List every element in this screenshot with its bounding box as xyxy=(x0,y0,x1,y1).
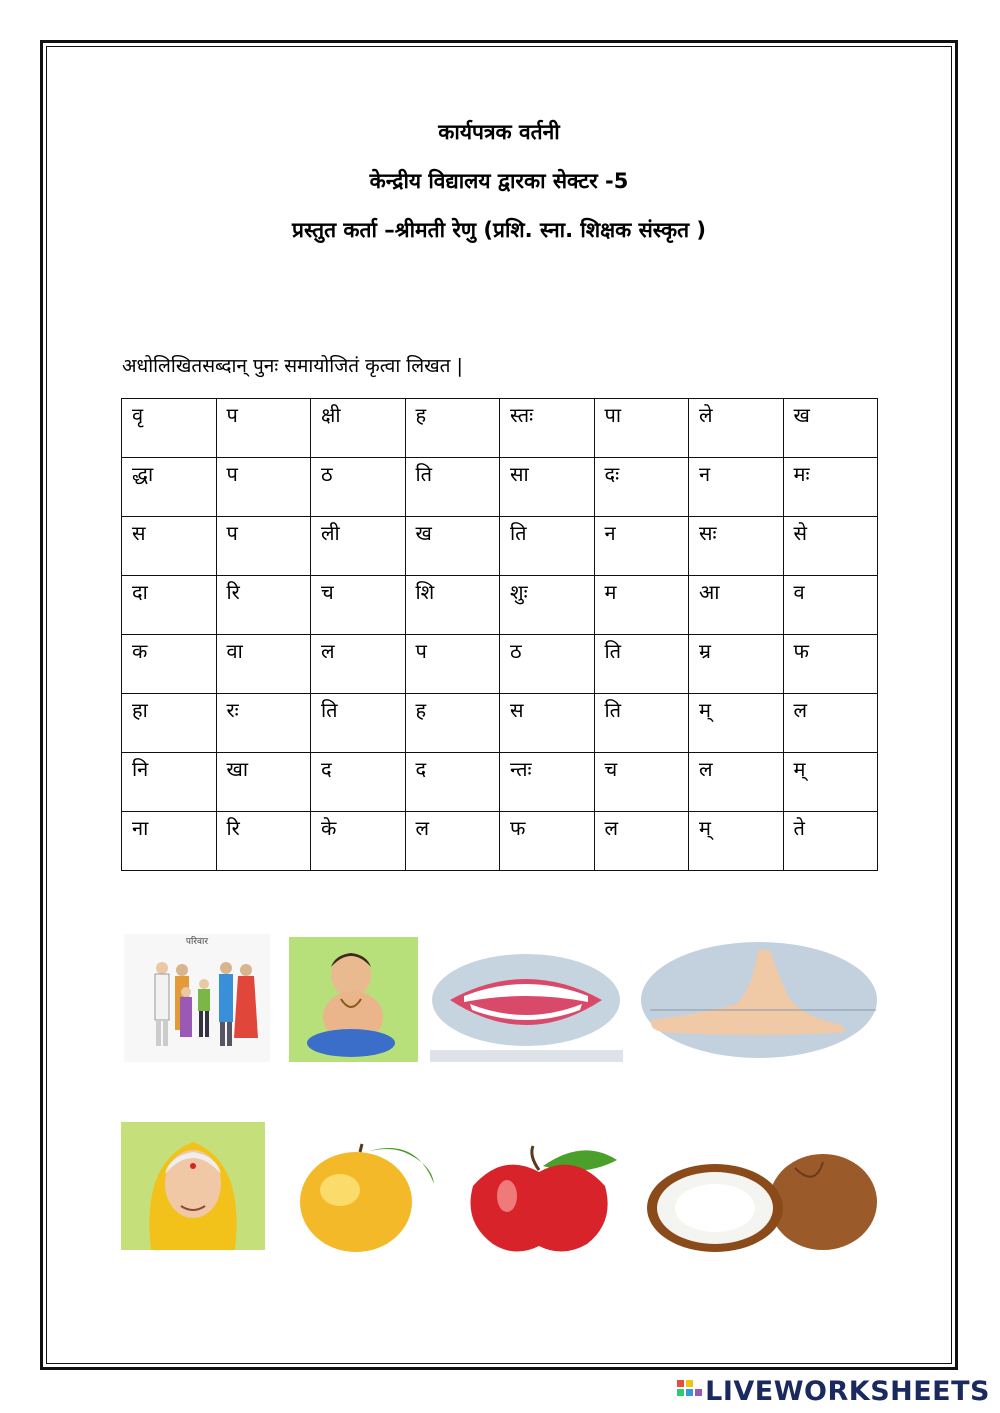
grid-cell: द्धा xyxy=(122,458,217,517)
family-caption: परिवार xyxy=(185,937,209,947)
mango-image xyxy=(296,1130,441,1254)
grid-row xyxy=(122,576,878,635)
grid-cell: ले xyxy=(689,399,784,458)
grid-cell: म् xyxy=(689,812,784,871)
grid-cell: न्तः xyxy=(500,753,595,812)
grid-row xyxy=(122,458,878,517)
grid-cell: दः xyxy=(594,458,689,517)
grid-cell: ते xyxy=(783,812,878,871)
grid-cell: स xyxy=(500,694,595,753)
grid-cell: मः xyxy=(783,458,878,517)
teeth-image xyxy=(430,950,623,1062)
grid-cell: द xyxy=(311,753,406,812)
grid-cell: द xyxy=(405,753,500,812)
grid-cell: शि xyxy=(405,576,500,635)
grid-cell: फ xyxy=(500,812,595,871)
grid-cell: ति xyxy=(405,458,500,517)
grid-cell: रः xyxy=(216,694,311,753)
grid-cell: ल xyxy=(783,694,878,753)
grid-cell: प xyxy=(405,635,500,694)
grid-cell: ति xyxy=(594,694,689,753)
grid-cell: के xyxy=(311,812,406,871)
grid-cell: नि xyxy=(122,753,217,812)
grid-cell: ठ xyxy=(311,458,406,517)
author-line: प्रस्तुत कर्ता –श्रीमती रेणु (प्रशि. स्ना. शिक्षक संस्कृत ) xyxy=(292,218,706,242)
apple-image xyxy=(463,1142,621,1254)
grid-cell: स्तः xyxy=(500,399,595,458)
grid-cell: ल xyxy=(311,635,406,694)
grid-cell: ल xyxy=(689,753,784,812)
instruction-text: अधोलिखितसब्दान् पुनः समायोजितं कृत्वा लिखत | xyxy=(122,355,463,377)
grid-cell: ति xyxy=(311,694,406,753)
grid-cell: आ xyxy=(689,576,784,635)
grid-cell: ठ xyxy=(500,635,595,694)
grid-cell: क xyxy=(122,635,217,694)
grid-cell: न xyxy=(689,458,784,517)
grid-cell: म xyxy=(594,576,689,635)
grid-cell: ना xyxy=(122,812,217,871)
grid-cell: च xyxy=(311,576,406,635)
grid-cell: ल xyxy=(594,812,689,871)
family-image xyxy=(124,934,270,1062)
grid-cell: हा xyxy=(122,694,217,753)
letter-grid xyxy=(121,398,878,871)
grid-row xyxy=(122,753,878,812)
grid-cell: ल xyxy=(405,812,500,871)
grid-cell: सः xyxy=(689,517,784,576)
grid-cell: वा xyxy=(216,635,311,694)
liveworksheets-logo-icon xyxy=(677,1378,703,1400)
child-image xyxy=(289,937,418,1062)
grid-cell: म् xyxy=(689,694,784,753)
grid-cell: फ xyxy=(783,635,878,694)
grid-cell: रि xyxy=(216,576,311,635)
grid-row xyxy=(122,517,878,576)
grid-row xyxy=(122,694,878,753)
worksheet-header xyxy=(46,118,952,265)
grid-cell: शुः xyxy=(500,576,595,635)
grid-cell: प xyxy=(216,517,311,576)
grid-cell: व xyxy=(783,576,878,635)
grid-cell: स xyxy=(122,517,217,576)
grid-cell: ति xyxy=(594,635,689,694)
liveworksheets-watermark xyxy=(677,1376,990,1407)
grid-cell: वृ xyxy=(122,399,217,458)
grid-cell: ख xyxy=(783,399,878,458)
grid-cell: ति xyxy=(500,517,595,576)
grid-row xyxy=(122,635,878,694)
grid-cell: ख xyxy=(405,517,500,576)
grid-cell: खा xyxy=(216,753,311,812)
grid-cell: ह xyxy=(405,399,500,458)
grid-cell: म् xyxy=(783,753,878,812)
grid-cell: सा xyxy=(500,458,595,517)
grid-cell: प xyxy=(216,399,311,458)
grid-cell: दा xyxy=(122,576,217,635)
grid-cell: न xyxy=(594,517,689,576)
grid-row xyxy=(122,812,878,871)
grid-cell: म्र xyxy=(689,635,784,694)
grid-cell: ली xyxy=(311,517,406,576)
grid-cell: क्षी xyxy=(311,399,406,458)
grid-cell: से xyxy=(783,517,878,576)
watermark-text: LIVEWORKSHEETS xyxy=(705,1376,990,1407)
grid-cell: पा xyxy=(594,399,689,458)
coconut-image xyxy=(645,1148,878,1254)
grid-cell: रि xyxy=(216,812,311,871)
grid-cell: च xyxy=(594,753,689,812)
worksheet-title: कार्यपत्रक वर्तनी xyxy=(438,120,560,144)
foot-image xyxy=(640,940,878,1062)
grid-row xyxy=(122,399,878,458)
school-name: केन्द्रीय विद्यालय द्वारका सेक्टर -5 xyxy=(369,169,629,193)
grandmother-image xyxy=(121,1122,265,1250)
grid-cell: प xyxy=(216,458,311,517)
grid-cell: ह xyxy=(405,694,500,753)
